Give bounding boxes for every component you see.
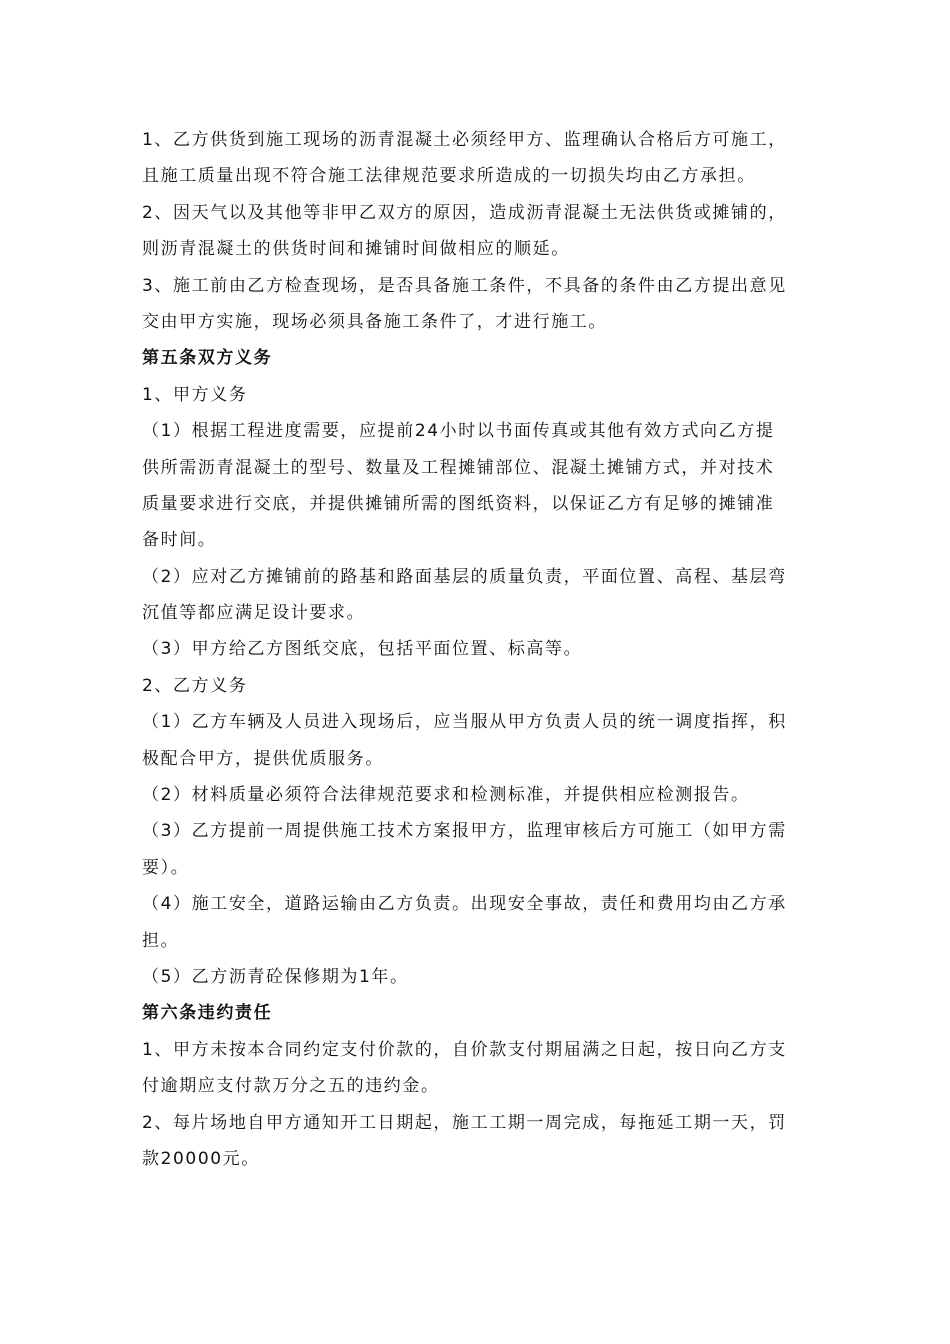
party-b-item-4-line-1: （4）施工安全，道路运输由乙方负责。出现安全事故，责任和费用均由乙方承 (142, 894, 787, 915)
party-a-item-1-line-4: 备时间。 (142, 530, 217, 551)
party-a-item-1-line-1: （1）根据工程进度需要，应提前24小时以书面传真或其他有效方式向乙方提 (142, 421, 775, 442)
clause-3-line-2: 交由甲方实施，现场必须具备施工条件了，才进行施工。 (142, 311, 607, 332)
party-a-item-2-line-1: （2）应对乙方摊铺前的路基和路面基层的质量负责，平面位置、高程、基层弯 (142, 566, 787, 587)
party-b-item-3-line-1: （3）乙方提前一周提供施工技术方案报甲方，监理审核后方可施工（如甲方需 (142, 821, 787, 842)
party-a-item-1-line-2: 供所需沥青混凝土的型号、数量及工程摊铺部位、混凝土摊铺方式，并对技术 (142, 457, 775, 478)
party-b-item-4-line-2: 担。 (142, 930, 180, 951)
clause-2-line-2: 则沥青混凝土的供货时间和摊铺时间做相应的顺延。 (142, 239, 570, 260)
clause-2-line-1: 2、因天气以及其他等非甲乙双方的原因，造成沥青混凝土无法供货或摊铺的， (142, 202, 787, 223)
breach-clause-2-line-2: 款20000元。 (142, 1148, 260, 1169)
breach-clause-1-line-2: 付逾期应支付款万分之五的违约金。 (142, 1076, 440, 1097)
breach-clause-1-line-1: 1、甲方未按本合同约定支付价款的，自价款支付期届满之日起，按日向乙方支 (142, 1039, 787, 1060)
party-b-item-1-line-2: 极配合甲方，提供优质服务。 (142, 748, 384, 769)
clause-3-line-1: 3、施工前由乙方检查现场，是否具备施工条件，不具备的条件由乙方提出意见 (142, 275, 787, 296)
party-b-item-3-line-2: 要）。 (142, 857, 190, 878)
clause-1-line-2: 且施工质量出现不符合施工法律规范要求所造成的一切损失均由乙方承担。 (142, 166, 756, 187)
subheading-party-a-obligations: 1、甲方义务 (142, 384, 248, 405)
clause-1-line-1: 1、乙方供货到施工现场的沥青混凝土必须经甲方、监理确认合格后方可施工， (142, 130, 787, 150)
party-b-item-1-line-1: （1）乙方车辆及人员进入现场后，应当服从甲方负责人员的统一调度指挥，积 (142, 712, 787, 733)
section-heading-article-5: 第五条双方义务 (142, 348, 273, 369)
party-a-item-1-line-3: 质量要求进行交底，并提供摊铺所需的图纸资料，以保证乙方有足够的摊铺准 (142, 493, 775, 514)
contract-page (142, 122, 806, 1177)
party-a-item-3: （3）甲方给乙方图纸交底，包括平面位置、标高等。 (142, 639, 583, 660)
subheading-party-b-obligations: 2、乙方义务 (142, 675, 248, 696)
party-b-item-2: （2）材料质量必须符合法律规范要求和检测标准，并提供相应检测报告。 (142, 785, 750, 806)
party-b-item-5: （5）乙方沥青砼保修期为1年。 (142, 966, 409, 987)
section-heading-article-6: 第六条违约责任 (142, 1003, 273, 1024)
party-a-item-2-line-2: 沉值等都应满足设计要求。 (142, 603, 366, 624)
breach-clause-2-line-1: 2、每片场地自甲方通知开工日期起，施工工期一周完成，每拖延工期一天，罚 (142, 1112, 787, 1133)
